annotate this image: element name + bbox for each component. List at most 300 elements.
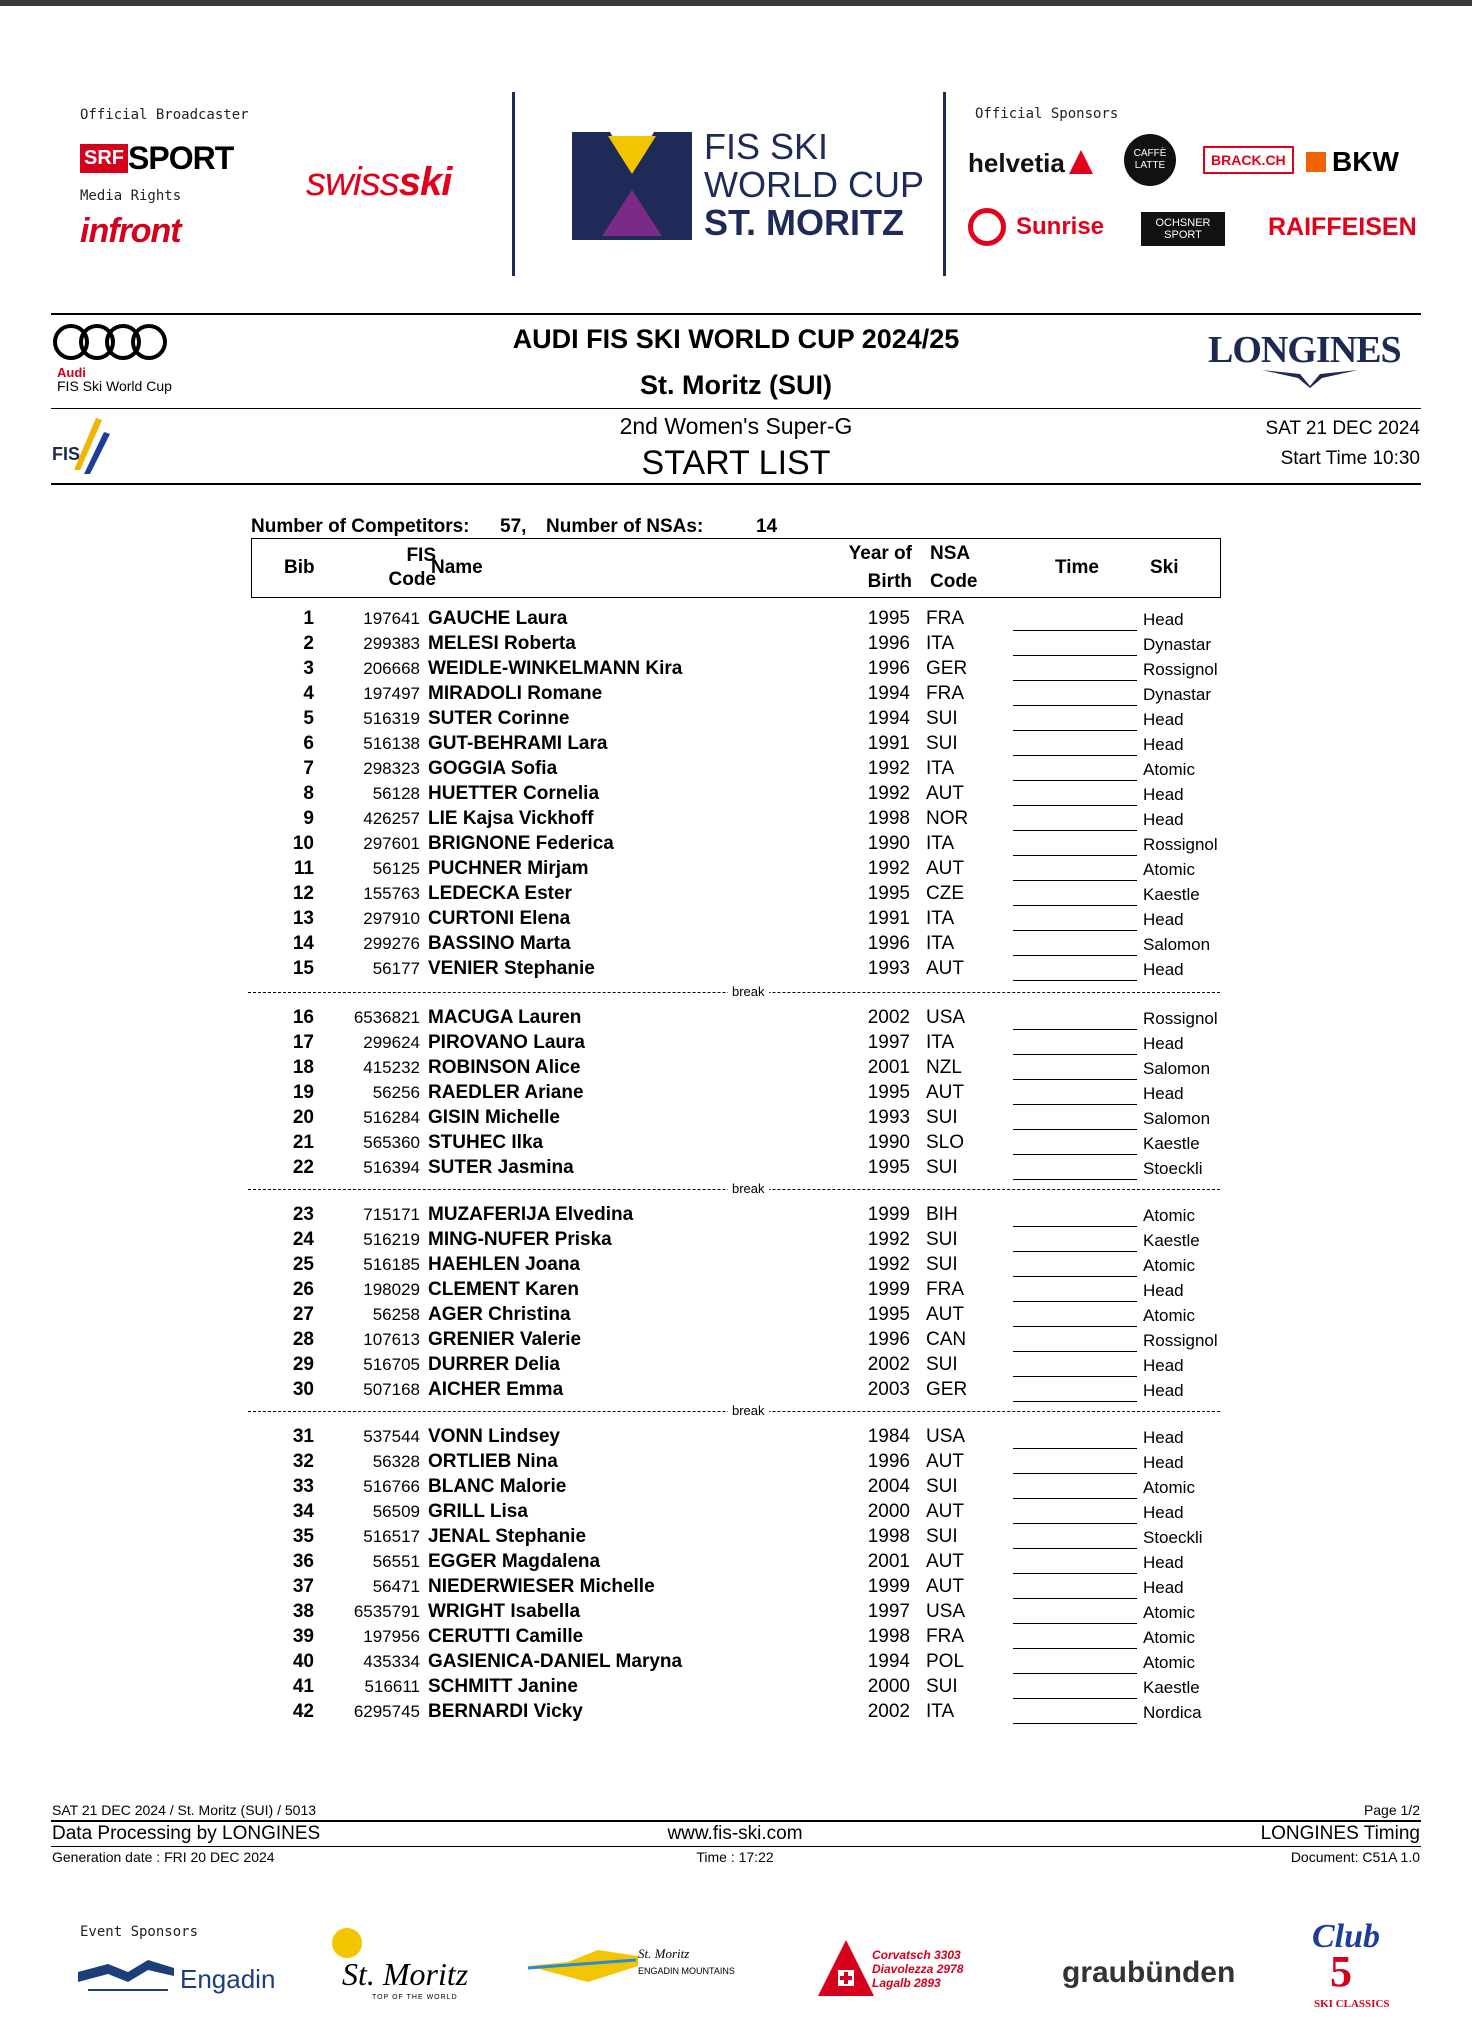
- name-cell: RAEDLER Ariane: [428, 1082, 584, 1103]
- nsa-code-cell: AUT: [926, 783, 964, 804]
- fis-code-cell: 206668: [363, 659, 420, 678]
- birth-year-cell: 1996: [867, 658, 910, 679]
- time-entry-line: [1013, 1598, 1137, 1599]
- ski-cell: Head: [1143, 1084, 1184, 1103]
- fis-code-cell: 537544: [363, 1427, 420, 1446]
- time-entry-line: [1013, 1448, 1137, 1449]
- bib-cell: 36: [292, 1551, 314, 1572]
- break-separator: [248, 1403, 1220, 1418]
- nsa-code-cell: AUT: [926, 1304, 964, 1325]
- nsa-code-cell: SUI: [926, 1676, 958, 1697]
- col-year-top: Year of: [848, 543, 912, 564]
- birth-year-cell: 2002: [867, 1007, 910, 1028]
- time-entry-line: [1013, 680, 1137, 681]
- name-cell: GRENIER Valerie: [428, 1329, 582, 1350]
- table-row: [250, 1279, 1220, 1304]
- ski-cell: Head: [1143, 1356, 1184, 1375]
- bib-cell: 3: [303, 658, 314, 679]
- engadin-text: Engadin: [180, 1964, 276, 1994]
- audi-label: Audi: [57, 365, 86, 380]
- table-header: [251, 538, 1221, 598]
- bib-cell: 23: [292, 1204, 314, 1225]
- fis-code-cell: 56509: [372, 1502, 420, 1521]
- caffe-latte-logo: CAFFÈ LATTE: [1124, 134, 1176, 186]
- fis-code-cell: 565360: [363, 1133, 420, 1152]
- birth-year-cell: 2001: [867, 1057, 910, 1078]
- break-label: break: [728, 1403, 769, 1418]
- table-row: [250, 783, 1220, 808]
- name-cell: LEDECKA Ester: [428, 883, 572, 904]
- graubunden-logo: graubünden: [1062, 1956, 1236, 1989]
- nsa-code-cell: SUI: [926, 1476, 958, 1497]
- official-sponsors-label: Official Sponsors: [975, 106, 1119, 122]
- footer-rule-top: [51, 1820, 1421, 1822]
- time-entry-line: [1013, 980, 1137, 981]
- engadin-logo: [78, 1950, 178, 2005]
- ski-cell: Atomic: [1143, 1603, 1195, 1622]
- bib-cell: 21: [292, 1132, 314, 1153]
- ski-cell: Stoeckli: [1143, 1528, 1203, 1547]
- ski-cell: Atomic: [1143, 860, 1195, 879]
- ski-cell: Head: [1143, 1428, 1184, 1447]
- birth-year-cell: 1997: [867, 1032, 910, 1053]
- nsa-code-cell: AUT: [926, 1082, 964, 1103]
- ski-cell: Dynastar: [1143, 685, 1212, 704]
- name-cell: SUTER Corinne: [428, 708, 570, 729]
- ski-cell: Rossignol: [1143, 835, 1218, 854]
- birth-year-cell: 1993: [867, 958, 910, 979]
- fis-code-cell: 516517: [363, 1527, 420, 1546]
- st-moritz-sun-icon: [332, 1928, 362, 1958]
- birth-year-cell: 1998: [867, 1626, 910, 1647]
- footer-generation-date: Generation date : FRI 20 DEC 2024: [52, 1849, 275, 1865]
- ski-cell: Salomon: [1143, 935, 1211, 954]
- bib-cell: 10: [292, 833, 314, 854]
- bib-cell: 33: [292, 1476, 314, 1497]
- bib-cell: 37: [292, 1576, 314, 1597]
- fis-code-cell: 516284: [363, 1108, 420, 1127]
- nsa-code-cell: SUI: [926, 1526, 958, 1547]
- fis-code-cell: 299383: [363, 634, 420, 653]
- ski-cell: Head: [1143, 610, 1184, 629]
- nsa-code-cell: USA: [926, 1007, 966, 1028]
- infront-logo: infront: [80, 212, 181, 250]
- ski-cell: Head: [1143, 735, 1184, 754]
- table-row: [250, 1651, 1220, 1676]
- nsa-code-cell: FRA: [926, 608, 964, 629]
- nsa-code-cell: FRA: [926, 683, 964, 704]
- table-row: [250, 1254, 1220, 1279]
- birth-year-cell: 1995: [867, 608, 910, 629]
- fis-code-cell: 56128: [372, 784, 420, 803]
- fis-code-cell: 297601: [363, 834, 420, 853]
- name-cell: SCHMITT Janine: [428, 1676, 578, 1697]
- table-row: [250, 1032, 1220, 1057]
- ski-cell: Rossignol: [1143, 1331, 1218, 1350]
- ski-cell: Atomic: [1143, 1256, 1195, 1275]
- fis-code-cell: 56125: [372, 859, 420, 878]
- col-fis-bottom: Code: [388, 569, 436, 590]
- fis-code-cell: 415232: [363, 1058, 420, 1077]
- ski-cell: Salomon: [1143, 1059, 1211, 1078]
- name-cell: GASIENICA-DANIEL Maryna: [428, 1651, 683, 1672]
- time-entry-line: [1013, 905, 1137, 906]
- ski-cell: Kaestle: [1143, 1134, 1200, 1153]
- name-cell: PUCHNER Mirjam: [428, 858, 589, 879]
- ski-cell: Head: [1143, 785, 1184, 804]
- time-entry-line: [1013, 805, 1137, 806]
- birth-year-cell: 2002: [867, 1354, 910, 1375]
- footer-time: Time : 17:22: [696, 1849, 774, 1865]
- name-cell: EGGER Magdalena: [428, 1551, 601, 1572]
- ski-cell: Head: [1143, 1034, 1184, 1053]
- nsa-code-cell: ITA: [926, 833, 955, 854]
- table-row: [250, 758, 1220, 783]
- nsa-code-cell: SUI: [926, 733, 958, 754]
- table-row: [250, 908, 1220, 933]
- bib-cell: 25: [292, 1254, 314, 1275]
- name-cell: STUHEC Ilka: [428, 1132, 544, 1153]
- time-entry-line: [1013, 1179, 1137, 1180]
- nsa-code-cell: SUI: [926, 708, 958, 729]
- fis-code-cell: 198029: [363, 1280, 420, 1299]
- nsa-code-cell: FRA: [926, 1279, 964, 1300]
- nsas-label: Number of NSAs:: [546, 516, 704, 537]
- nsa-code-cell: SLO: [926, 1132, 965, 1153]
- brack-logo: BRACK.CH: [1203, 146, 1294, 174]
- ski-cell: Stoeckli: [1143, 1159, 1203, 1178]
- name-cell: BRIGNONE Federica: [428, 833, 614, 854]
- event-location: St. Moritz (SUI): [640, 370, 832, 400]
- name-cell: CERUTTI Camille: [428, 1626, 584, 1647]
- ski-cell: Head: [1143, 1281, 1184, 1300]
- name-cell: WEIDLE-WINKELMANN Kira: [428, 658, 683, 679]
- helvetia-logo: [968, 148, 1093, 179]
- bib-cell: 6: [303, 733, 314, 754]
- footer-rule-bottom: [51, 1846, 1421, 1847]
- table-row: [250, 1626, 1220, 1651]
- sunrise-text: Sunrise: [1016, 213, 1105, 240]
- nsa-code-cell: ITA: [926, 633, 955, 654]
- fis-code-cell: 299276: [363, 934, 420, 953]
- corvatsch-mountain-icon: [818, 1940, 874, 2001]
- footer-data-processing: Data Processing by LONGINES: [52, 1823, 321, 1844]
- time-entry-line: [1013, 1673, 1137, 1674]
- corvatsch-line-1: Corvatsch 3303: [872, 1948, 961, 1962]
- table-row: [250, 683, 1220, 708]
- table-row: [250, 1204, 1220, 1229]
- fis-code-cell: 6295745: [353, 1702, 420, 1721]
- nsa-code-cell: AUT: [926, 858, 964, 879]
- fis-code-cell: 56328: [372, 1452, 420, 1471]
- fis-code-cell: 715171: [363, 1205, 420, 1224]
- nsa-code-cell: SUI: [926, 1107, 958, 1128]
- fis-code-cell: 516766: [363, 1477, 420, 1496]
- table-row: [250, 1304, 1220, 1329]
- ski-cell: Atomic: [1143, 1628, 1195, 1647]
- title-bottom-rule: [51, 483, 1421, 485]
- table-row: [250, 1576, 1220, 1601]
- birth-year-cell: 1998: [867, 808, 910, 829]
- bib-cell: 24: [292, 1229, 314, 1250]
- bib-cell: 4: [303, 683, 314, 704]
- engadin-mountains-icon: [528, 1946, 638, 1991]
- break-separator: [248, 984, 1220, 999]
- nsa-code-cell: ITA: [926, 758, 955, 779]
- birth-year-cell: 1996: [867, 933, 910, 954]
- name-cell: BERNARDI Vicky: [428, 1701, 583, 1722]
- table-row: [250, 1701, 1220, 1726]
- nsa-code-cell: GER: [926, 658, 968, 679]
- birth-year-cell: 2003: [867, 1379, 910, 1400]
- birth-year-cell: 1992: [867, 858, 910, 879]
- col-name: Name: [431, 557, 483, 578]
- bib-cell: 28: [292, 1329, 314, 1350]
- race-name: 2nd Women's Super-G: [619, 413, 853, 439]
- name-cell: AGER Christina: [428, 1304, 571, 1325]
- time-entry-line: [1013, 1573, 1137, 1574]
- bib-cell: 40: [292, 1651, 314, 1672]
- table-row: [250, 1426, 1220, 1451]
- birth-year-cell: 1998: [867, 1526, 910, 1547]
- ski-cell: Dynastar: [1143, 635, 1212, 654]
- time-entry-line: [1013, 1104, 1137, 1105]
- birth-year-cell: 1990: [867, 833, 910, 854]
- ski-cell: Atomic: [1143, 1206, 1195, 1225]
- table-row: [250, 1379, 1220, 1404]
- time-entry-line: [1013, 1276, 1137, 1277]
- swissski-logo: swissski: [306, 160, 452, 204]
- event-title: AUDI FIS SKI WORLD CUP 2024/25: [512, 324, 960, 354]
- nsa-code-cell: SUI: [926, 1157, 958, 1178]
- name-cell: VONN Lindsey: [428, 1426, 560, 1447]
- time-entry-line: [1013, 1473, 1137, 1474]
- footer-timing: LONGINES Timing: [1260, 1823, 1420, 1844]
- fis-code-cell: 507168: [363, 1380, 420, 1399]
- bib-cell: 19: [292, 1082, 314, 1103]
- col-nsa-top: NSA: [930, 543, 971, 564]
- break-label: break: [728, 1181, 769, 1196]
- name-cell: DURRER Delia: [428, 1354, 560, 1375]
- nsa-code-cell: POL: [926, 1651, 965, 1672]
- time-entry-line: [1013, 1498, 1137, 1499]
- table-row: [250, 1107, 1220, 1132]
- name-cell: HAEHLEN Joana: [428, 1254, 581, 1275]
- ski-cell: Head: [1143, 1381, 1184, 1400]
- col-bib: Bib: [284, 557, 315, 578]
- nsa-code-cell: ITA: [926, 908, 955, 929]
- birth-year-cell: 2002: [867, 1701, 910, 1722]
- nsa-code-cell: USA: [926, 1426, 966, 1447]
- birth-year-cell: 2001: [867, 1551, 910, 1572]
- ski-cell: Kaestle: [1143, 1231, 1200, 1250]
- nsa-code-cell: ITA: [926, 1701, 955, 1722]
- fis-code-cell: 197956: [363, 1627, 420, 1646]
- bib-cell: 20: [292, 1107, 314, 1128]
- birth-year-cell: 1990: [867, 1132, 910, 1153]
- ski-cell: Salomon: [1143, 1109, 1211, 1128]
- nsa-code-cell: BIH: [926, 1204, 958, 1225]
- footer-website[interactable]: www.fis-ski.com: [667, 1823, 803, 1844]
- birth-year-cell: 2000: [867, 1501, 910, 1522]
- col-nsa-bottom: Code: [930, 571, 978, 592]
- fis-code-cell: 516394: [363, 1158, 420, 1177]
- event-title-logo: [704, 128, 924, 242]
- ski-cell: Rossignol: [1143, 1009, 1218, 1028]
- ski-cell: Atomic: [1143, 1653, 1195, 1672]
- bib-cell: 32: [292, 1451, 314, 1472]
- time-entry-line: [1013, 1351, 1137, 1352]
- time-entry-line: [1013, 1154, 1137, 1155]
- fis-code-cell: 56256: [372, 1083, 420, 1102]
- table-row: [250, 608, 1220, 633]
- col-time: Time: [1055, 557, 1100, 578]
- nsa-code-cell: AUT: [926, 1451, 964, 1472]
- time-entry-line: [1013, 1226, 1137, 1227]
- birth-year-cell: 1996: [867, 1451, 910, 1472]
- bib-cell: 16: [292, 1007, 314, 1028]
- table-row: [250, 1157, 1220, 1182]
- col-fis-top: FIS: [406, 545, 436, 566]
- time-entry-line: [1013, 705, 1137, 706]
- bib-cell: 18: [292, 1057, 314, 1078]
- bib-cell: 22: [292, 1157, 314, 1178]
- nsa-code-cell: NOR: [926, 808, 969, 829]
- name-cell: BASSINO Marta: [428, 933, 571, 954]
- bib-cell: 38: [292, 1601, 314, 1622]
- name-cell: WRIGHT Isabella: [428, 1601, 581, 1622]
- title-top-rule: [51, 313, 1421, 315]
- fis-logo-text: FIS: [52, 444, 81, 464]
- ski-cell: Nordica: [1143, 1703, 1202, 1722]
- ski-cell: Head: [1143, 1553, 1184, 1572]
- event-sponsors-label: Event Sponsors: [80, 1924, 199, 1940]
- table-row: [250, 958, 1220, 983]
- nsa-code-cell: CAN: [926, 1329, 967, 1350]
- nsa-code-cell: USA: [926, 1601, 966, 1622]
- ski-cell: Head: [1143, 1578, 1184, 1597]
- bib-cell: 39: [292, 1626, 314, 1647]
- name-cell: PIROVANO Laura: [428, 1032, 585, 1053]
- time-entry-line: [1013, 1054, 1137, 1055]
- fis-code-cell: 56551: [372, 1552, 420, 1571]
- club5-top: Club: [1312, 1918, 1381, 1955]
- name-cell: JENAL Stephanie: [428, 1526, 587, 1547]
- srf-sport-logo: SRF SPORT: [80, 140, 233, 177]
- birth-year-cell: 1992: [867, 1254, 910, 1275]
- fis-code-cell: 516219: [363, 1230, 420, 1249]
- bkw-logo: [1306, 146, 1399, 178]
- st-moritz-tagline: TOP OF THE WORLD: [372, 1994, 458, 2001]
- time-entry-line: [1013, 1723, 1137, 1724]
- birth-year-cell: 1991: [867, 908, 910, 929]
- break-separator: [248, 1181, 1220, 1196]
- event-logo-line-3: ST. MORITZ: [704, 202, 904, 243]
- name-cell: CURTONI Elena: [428, 908, 571, 929]
- fis-code-cell: 435334: [363, 1652, 420, 1671]
- top-bar: [0, 0, 1472, 6]
- corvatsch-line-2: Diavolezza 2978: [872, 1962, 964, 1976]
- ochsner-sport-logo: OCHSNER SPORT: [1141, 212, 1225, 246]
- birth-year-cell: 1999: [867, 1279, 910, 1300]
- name-cell: GRILL Lisa: [428, 1501, 528, 1522]
- time-entry-line: [1013, 1251, 1137, 1252]
- fis-code-cell: 516611: [364, 1677, 420, 1696]
- time-entry-line: [1013, 1129, 1137, 1130]
- time-entry-line: [1013, 1301, 1137, 1302]
- name-cell: SUTER Jasmina: [428, 1157, 574, 1178]
- table-row: [250, 808, 1220, 833]
- birth-year-cell: 1994: [867, 1651, 910, 1672]
- break-label: break: [728, 984, 769, 999]
- time-entry-line: [1013, 880, 1137, 881]
- name-cell: GUT-BEHRAMI Lara: [428, 733, 608, 754]
- ski-cell: Rossignol: [1143, 660, 1218, 679]
- time-entry-line: [1013, 655, 1137, 656]
- table-row: [250, 858, 1220, 883]
- bib-cell: 42: [292, 1701, 314, 1722]
- birth-year-cell: 1995: [867, 1082, 910, 1103]
- birth-year-cell: 2000: [867, 1676, 910, 1697]
- birth-year-cell: 1994: [867, 708, 910, 729]
- event-logo-line-2: WORLD CUP: [704, 164, 925, 205]
- name-cell: NIEDERWIESER Michelle: [428, 1576, 655, 1597]
- table-row: [250, 1354, 1220, 1379]
- nsa-code-cell: SUI: [926, 1229, 958, 1250]
- birth-year-cell: 1997: [867, 1601, 910, 1622]
- birth-year-cell: 1993: [867, 1107, 910, 1128]
- time-entry-line: [1013, 955, 1137, 956]
- table-row: [250, 1601, 1220, 1626]
- bib-cell: 12: [292, 883, 314, 904]
- ski-cell: Kaestle: [1143, 885, 1200, 904]
- bib-cell: 13: [292, 908, 314, 929]
- header-divider-right: [943, 92, 946, 276]
- table-row: [250, 1676, 1220, 1701]
- engadin-mountains-text: ENGADIN MOUNTAINS: [638, 1966, 735, 1976]
- name-cell: MUZAFERIJA Elvedina: [428, 1204, 634, 1225]
- bib-cell: 35: [292, 1526, 314, 1547]
- fis-code-cell: 56258: [372, 1305, 420, 1324]
- birth-year-cell: 1994: [867, 683, 910, 704]
- time-entry-line: [1013, 1326, 1137, 1327]
- name-cell: ORTLIEB Nina: [428, 1451, 558, 1472]
- table-row: [250, 708, 1220, 733]
- time-entry-line: [1013, 630, 1137, 631]
- nsa-code-cell: GER: [926, 1379, 968, 1400]
- bib-cell: 17: [292, 1032, 314, 1053]
- nsa-code-cell: SUI: [926, 1254, 958, 1275]
- nsa-code-cell: NZL: [926, 1057, 962, 1078]
- helvetia-text: helvetia: [968, 148, 1065, 178]
- longines-logo: LONGINES: [1208, 329, 1401, 371]
- footer-document: Document: C51A 1.0: [1290, 1849, 1420, 1865]
- nsa-code-cell: AUT: [926, 1576, 964, 1597]
- birth-year-cell: 1995: [867, 1304, 910, 1325]
- fis-code-cell: 516185: [363, 1255, 420, 1274]
- ski-cell: Head: [1143, 1503, 1184, 1522]
- bib-cell: 30: [292, 1379, 314, 1400]
- name-cell: AICHER Emma: [428, 1379, 564, 1400]
- corvatsch-line-3: Lagalb 2893: [872, 1976, 941, 1990]
- table-row: [250, 1476, 1220, 1501]
- table-row: [250, 1082, 1220, 1107]
- table-row: [250, 633, 1220, 658]
- fis-code-cell: 155763: [363, 884, 420, 903]
- nsas-value: 14: [756, 516, 778, 537]
- time-entry-line: [1013, 1523, 1137, 1524]
- engadin-mountains-top: St. Moritz: [638, 1946, 690, 1961]
